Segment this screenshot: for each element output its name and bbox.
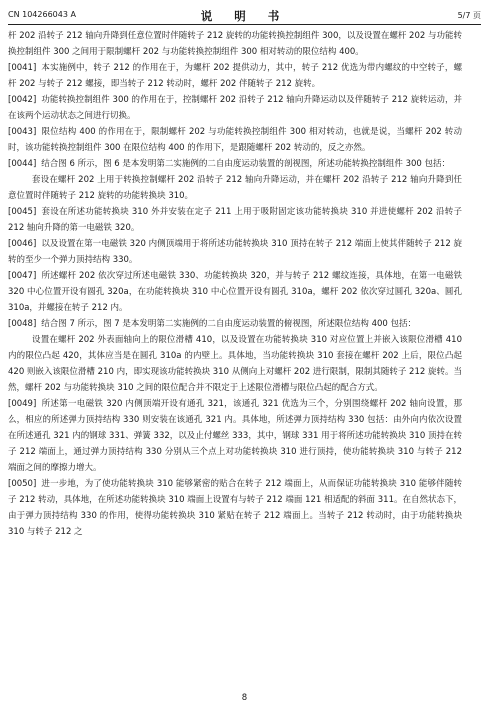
- paragraph-number: [0043]: [8, 127, 37, 137]
- page-indicator: 5/7 页: [457, 11, 481, 20]
- header-rule: [8, 24, 481, 25]
- document-title: 说 明 书: [200, 9, 289, 23]
- paragraph-number: [0048]: [8, 319, 37, 329]
- paragraph-text: 所述螺杆 202 依次穿过所述电磁铁 330、功能转换块 320，并与转子 212 螺纹连接，具体地，在第一电磁铁 320 中心位置开设有圆孔 320a，在功能转换块 310 中心位置开设有圆孔 310a，螺杆 202 依次穿过圆孔 320a、圆孔 310a，并螺接在转子 212 内。: [8, 271, 462, 313]
- paragraph: [8, 60, 462, 92]
- paragraph-text: 以及设置在第一电磁铁 320 内侧顶端用于将所述功能转换块 310 顶持在转子 212 端面上使其伴随转子 212 旋转的至少一个弹力顶持结构 330。: [8, 239, 462, 265]
- paragraph-number: [0044]: [8, 159, 37, 169]
- paragraph: [8, 204, 462, 236]
- paragraph-number: [0046]: [8, 239, 37, 249]
- paragraph-text: 限位结构 400 的作用在于，限制螺杆 202 与功能转换控制组件 300 相对转动，也就是说，当螺杆 202 转动时，该功能转换控制组件 300 在限位结构 400 的作用下，是跟随螺杆 202 转动的，反之亦然。: [8, 127, 462, 153]
- paragraph: [8, 124, 462, 156]
- paragraph: [8, 268, 462, 316]
- paragraph-number: [0050]: [8, 479, 37, 489]
- paragraph-text: 所述第一电磁铁 320 内侧顶端开设有通孔 321，该通孔 321 优选为三个，分别围绕螺杆 202 轴向设置，那么，相应的所述弹力顶持结构 330 则安装在该通孔 321 内。具体地，所述弹力顶持结构 330 包括：由外向内依次设置在所述通孔 321 内的钢球 331、弹簧 332，以及止付螺丝 333，其中，钢球 331 用于将所述功能转换块 310 顶持在转子 212 端面上，通过弹力顶持结构 330 分别从三个点上对功能转换块 310 进行顶持，使功能转换块 310 与转子 212 端面之间的摩擦力增大。: [8, 399, 462, 473]
- paragraph: [8, 172, 462, 204]
- paragraph-text: 功能转换控制组件 300 的作用在于，控制螺杆 202 沿转子 212 轴向升降运动以及伴随转子 212 旋转运动，并在该两个运动状态之间进行切换。: [8, 95, 462, 121]
- paragraph-text: 套设在所述功能转换块 310 外并安装在定子 211 上用于吸附固定该功能转换块 310 并进使螺杆 202 沿转子 212 轴向升降的第一电磁铁 320。: [8, 207, 462, 233]
- document-body: [8, 28, 462, 540]
- paragraph: [8, 92, 462, 124]
- paragraph-text: 进一步地，为了使功能转换块 310 能够紧密的贴合在转子 212 端面上，从而保证功能转换块 310 能够伴随转子 212 转动，具体地，在所述功能转换块 310 端面上设置有与转子 212 端面 121 相适配的斜面 311。在自然状态下，由于弹力顶持结构 330 的作用，使得功能转换块 310 紧贴在转子 212 端面上。当转子 212 转动时，由于功能转换块 310 与转子 212 之: [8, 479, 462, 537]
- paragraph-text: 本实施例中，转子 212 的作用在于，为螺杆 202 提供动力，其中，转子 212 优选为带内螺纹的中空转子，螺杆 202 与转子 212 螺接，即当转子 212 转动时，螺杆 202 伴随转子 212 旋转。: [8, 63, 462, 89]
- patent-number: CN 104266043 A: [8, 10, 76, 19]
- paragraph: [8, 28, 462, 60]
- page-footer-number: 8: [241, 693, 248, 703]
- paragraph-number: [0047]: [8, 271, 37, 281]
- paragraph-number: [0041]: [8, 63, 37, 73]
- paragraph: [8, 396, 462, 476]
- paragraph-text: 套设在螺杆 202 上用于转换控制螺杆 202 沿转子 212 轴向升降运动，并在螺杆 202 沿转子 212 轴向升降到任意位置时伴随转子 212 旋转的功能转换块 310。: [8, 175, 462, 201]
- paragraph-number: [0042]: [8, 95, 37, 105]
- paragraph-text: 杆 202 沿转子 212 轴向升降到任意位置时伴随转子 212 旋转的功能转换控制组件 300，以及设置在螺杆 202 与功能转换控制组件 300 之间用于限制螺杆 202 与功能转换控制组件 300 相对转动的限位结构 400。: [8, 31, 462, 57]
- paragraph: [8, 332, 462, 396]
- page-header: [8, 8, 481, 24]
- paragraph-text: 结合图 6 所示，图 6 是本发明第二实施例的二自由度运动装置的剖视图，所述功能转换控制组件 300 包括：: [41, 159, 451, 169]
- paragraph-text: 设置在螺杆 202 外表面轴向上的限位滑槽 410，以及设置在功能转换块 310 对应位置上并嵌入该限位滑槽 410 内的限位凸起 420，其体应当是在圆孔 310a 的内壁上。具体地，当功能转换块 310 套接在螺杆 202 上后，限位凸起 420 则嵌入该限位滑槽 210 内，即实现该功能转换块 310 从侧向上对螺杆 202 进行限制，限制其随转子 212 旋转。当然，螺杆 202 与功能转换块 310 之间的限位配合并不限定于上述限位滑槽与限位凸起的配合方式。: [8, 335, 462, 393]
- paragraph: [8, 316, 462, 332]
- paragraph-text: 结合图 7 所示，图 7 是本发明第二实施例的二自由度运动装置的俯视图，所述限位结构 400 包括：: [41, 319, 417, 329]
- paragraph: [8, 156, 462, 172]
- paragraph-number: [0045]: [8, 207, 37, 217]
- paragraph-number: [0049]: [8, 399, 37, 409]
- paragraph: [8, 476, 462, 540]
- paragraph: [8, 236, 462, 268]
